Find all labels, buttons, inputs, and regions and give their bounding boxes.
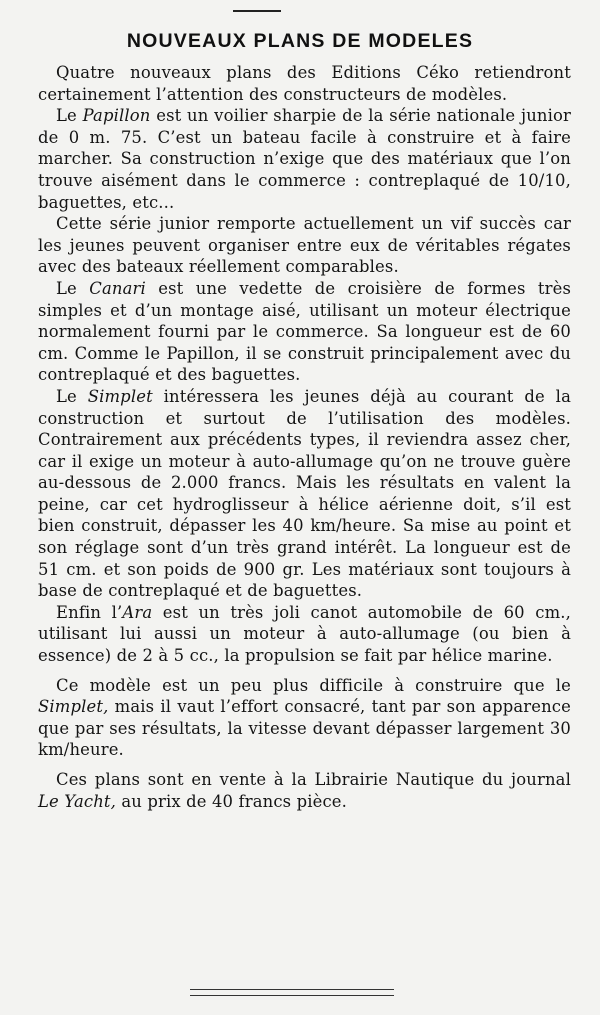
paragraph-papillon-text: est un voilier sharpie de la série nationale junior de 0 m. 75. C’est un bateau facile à construire et à faire marcher. Sa construction n’exige que des matériaux que l’on trouve aisément dans le commerce : contreplaqué de 10/10, baguettes, etc... — [38, 106, 571, 212]
paragraph-availability-text: au prix de 40 francs pièce. — [116, 791, 347, 811]
paragraph-simplet-lead: Le — [56, 386, 88, 406]
paragraph-simplet — [38, 386, 571, 602]
paragraph-availability-lead: Ces plans sont en vente à la Librairie Nautique du journal — [56, 770, 571, 789]
paragraph-ara — [38, 602, 571, 667]
paragraph-simplet-text: intéressera les jeunes déjà au courant de la construction et surtout de l’utilisation des modèles. Contrairement aux précédents types, il reviendra assez cher, car il exige un moteur à auto-allumage qu’on ne trouve guère au-dessous de 2.000 francs. Mais les résultats en valent la peine, car cet hydroglisseur à hélice aérienne doit, s’il est bien construit, dépasser les 40 km/heure. Sa mise au point et son réglage sont d’un très grand intérêt. La longueur est de 51 cm. et son poids de 900 gr. Les matériaux sont toujours à base de contreplaqué et de baguettes. — [38, 386, 571, 601]
paragraph-canari-text: est une vedette de croisière de formes très simples et d’un montage aisé, utilisant un moteur électrique normalement fourni par le commerce. Sa longueur est de 60 cm. Comme le Papillon, il se construit principalement avec du contreplaqué et des baguettes. — [38, 278, 572, 385]
paragraph-junior-series: Cette série junior remporte actuellement un vif succès car les jeunes peuvent organiser entre eux de véritables régates avec des bateaux réellement comparables. — [38, 214, 571, 277]
paragraph-intro: Quatre nouveaux plans des Editions Céko retiendront certainement l’attention des constructeurs de modèles. — [38, 63, 571, 104]
paragraph-canari-lead: Le — [56, 278, 90, 298]
paragraph-ara-difficulty-lead: Ce modèle est un peu plus difficile à construire que le — [56, 675, 571, 695]
paragraph-ara-text: est un très joli canot automobile de 60 cm., utilisant lui aussi un moteur à auto-allumage (ou bien à essence) de 2 à 5 cc., la propulsion se fait par hélice marine. — [38, 602, 571, 666]
paragraph-papillon — [38, 105, 571, 213]
paragraph-availability — [38, 769, 571, 812]
paragraph-ara-difficulty-text: mais il vaut l’effort consacré, tant par son apparence que par ses résultats, la vitesse devant dépasser largement 30 km/heure. — [38, 697, 571, 760]
model-name-ara: Ara — [122, 602, 153, 622]
model-name-simplet: Simplet — [87, 386, 153, 406]
model-name-simplet-reference: Simplet, — [38, 697, 109, 717]
article-body — [38, 62, 571, 812]
article-title: NOUVEAUX PLANS DE MODELES — [126, 30, 474, 52]
bottom-double-divider — [190, 989, 394, 996]
top-divider — [233, 10, 281, 12]
paragraph-ara-difficulty — [38, 675, 571, 761]
paragraph-canari — [38, 278, 571, 386]
paragraph-ara-lead: Enfin l’ — [56, 602, 123, 622]
journal-name: Le Yacht, — [38, 791, 116, 811]
paragraph-papillon-lead: Le — [56, 106, 83, 126]
model-name-papillon: Papillon — [82, 106, 151, 126]
model-name-canari: Canari — [89, 278, 146, 298]
